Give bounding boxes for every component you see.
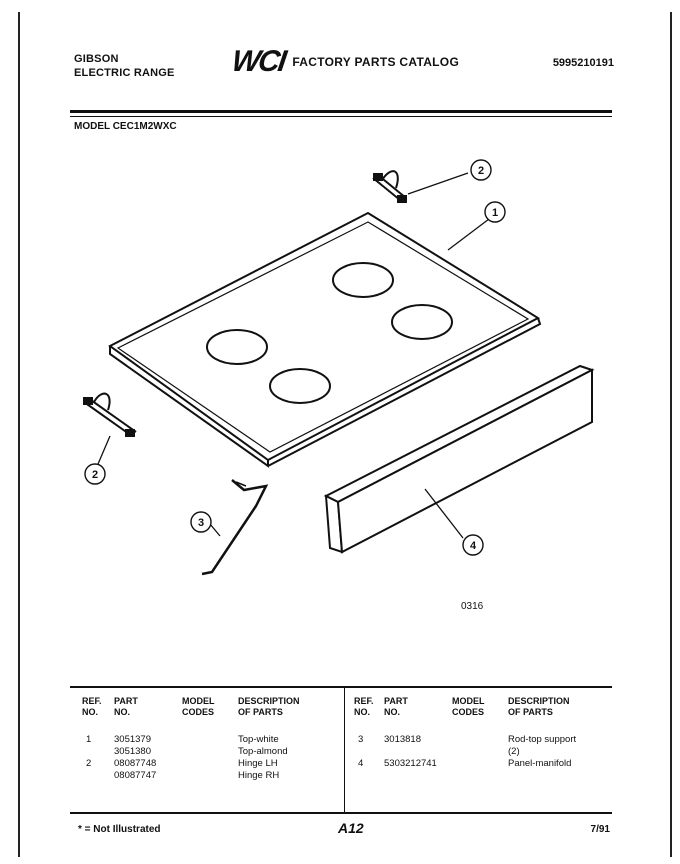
header-text: NO. [82, 707, 99, 717]
header-model-codes [182, 696, 215, 718]
header-ref-no-right [354, 696, 374, 718]
exploded-parts-diagram [70, 140, 630, 660]
header-text: MODEL [452, 696, 485, 706]
table-cell-part: 08087747 [114, 770, 157, 781]
header-text: MODEL [182, 696, 215, 706]
table-cell-part: 3051379 [114, 734, 151, 745]
table-cell-ref: 2 [86, 758, 92, 769]
table-cell-part: 3013818 [384, 734, 421, 745]
burner-opening-right-rear [333, 263, 393, 297]
page-number: A12 [338, 820, 364, 836]
figure-code: 0316 [461, 601, 484, 612]
header-text: DESCRIPTION [238, 696, 300, 706]
callout-2-top [471, 160, 491, 180]
header-text: PART [384, 696, 408, 706]
callout-1 [485, 202, 505, 222]
table-cell-desc: Hinge RH [238, 770, 280, 781]
table-cell-ref: 4 [358, 758, 364, 769]
svg-text:2: 2 [91, 469, 99, 481]
svg-text:3: 3 [197, 517, 205, 529]
header-ref-no [82, 696, 102, 718]
header-part-no-right [384, 696, 408, 718]
header-text: OF PARTS [508, 707, 553, 717]
callout-2-left [85, 464, 105, 484]
header-rule-thin [70, 116, 612, 117]
table-cell-desc: Top-almond [238, 746, 288, 757]
model-label: MODEL CEC1M2WXC [74, 121, 177, 132]
header-text: REF. [354, 696, 374, 706]
table-cell-ref: 3 [358, 734, 364, 745]
callout-3 [191, 512, 211, 532]
table-cell-part: 3051380 [114, 746, 151, 757]
callout-4 [463, 535, 483, 555]
revision-date: 7/91 [590, 824, 610, 835]
table-cell-part: 5303212741 [384, 758, 437, 769]
not-illustrated-note: * = Not Illustrated [78, 824, 161, 835]
table-cell-desc: (2) [508, 746, 520, 757]
catalog-header [229, 45, 460, 79]
burner-opening-left-front [270, 369, 330, 403]
table-cell-desc: Top-white [238, 734, 279, 745]
header-description [238, 696, 300, 718]
product-type: ELECTRIC RANGE [74, 67, 175, 79]
parts-table [70, 686, 612, 814]
burner-opening-right-front [392, 305, 452, 339]
table-cell-desc: Hinge LH [238, 758, 278, 769]
svg-text:4: 4 [469, 540, 477, 552]
header-text: PART [114, 696, 138, 706]
brand-name: GIBSON [74, 53, 119, 65]
wci-logo: WCI [229, 45, 287, 78]
header-text: CODES [182, 707, 215, 717]
header-part-no [114, 696, 138, 718]
svg-text:2: 2 [477, 165, 485, 177]
header-description-right [508, 696, 570, 718]
hinge-top-part [373, 171, 406, 202]
hinge-left-part [84, 394, 136, 436]
table-column-divider [344, 688, 345, 812]
header-rule-thick [70, 110, 612, 113]
header-text: CODES [452, 707, 485, 717]
header-text: OF PARTS [238, 707, 283, 717]
catalog-title: FACTORY PARTS CATALOG [292, 55, 460, 69]
catalog-number: 5995210191 [552, 57, 614, 69]
header-text: DESCRIPTION [508, 696, 570, 706]
header-text: NO. [114, 707, 131, 717]
table-cell-desc: Panel-manifold [508, 758, 572, 769]
table-cell-part: 08087748 [114, 758, 157, 769]
table-cell-desc: Rod-top support [508, 734, 577, 745]
header-model-codes-right [452, 696, 485, 718]
brand-block [74, 52, 175, 80]
svg-text:1: 1 [491, 207, 499, 219]
table-cell-ref: 1 [86, 734, 92, 745]
burner-opening-left-rear [207, 330, 267, 364]
rod-support-part [202, 480, 266, 574]
header-text: REF. [82, 696, 102, 706]
header-text: NO. [384, 707, 401, 717]
header-text: NO. [354, 707, 371, 717]
